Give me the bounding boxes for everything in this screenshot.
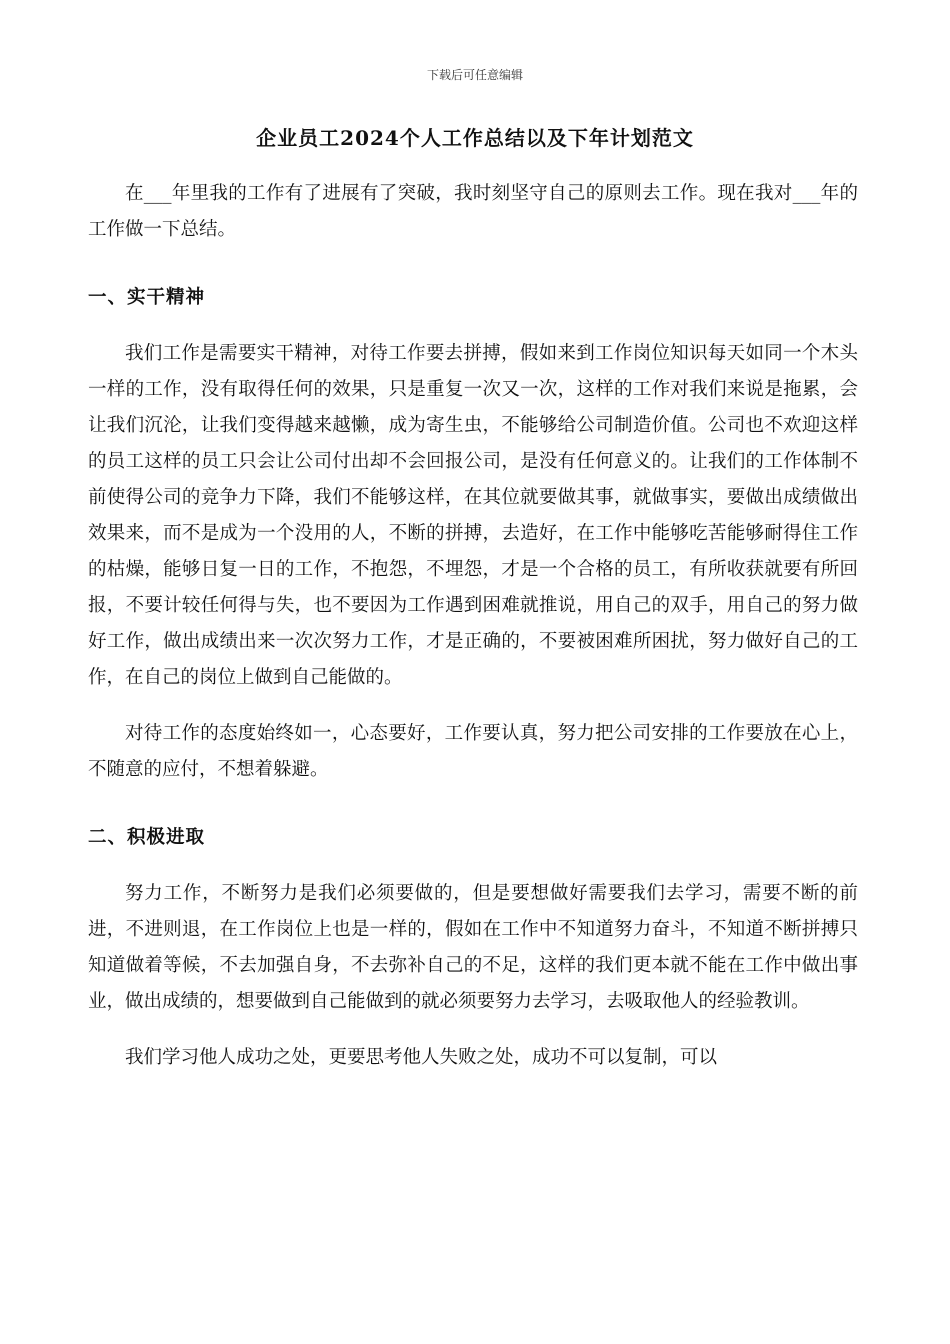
document-title: 企业员工2024个人工作总结以及下年计划范文	[256, 126, 694, 150]
section1-paragraph-1: 我们工作是需要实干精神，对待工作要去拼搏，假如来到工作岗位知识每天如同一个木头一样的工作，没有取得任何的效果，只是重复一次又一次，这样的工作对我们来说是拖累，会让我们沉沦，让我们变得越来越懒，成为寄生虫，不能够给公司制造价值。公司也不欢迎这样的员工这样的员工只会让公司付出却不会回报公司，是没有任何意义的。让我们的工作体制不前使得公司的竞争力下降，我们不能够这样，在其位就要做其事，就做事实，要做出成绩做出效果来，而不是成为一个没用的人，不断的拼搏，去造好，在工作中能够吃苦能够耐得住工作的枯燥，能够日复一日的工作，不抱怨，不埋怨，才是一个合格的员工，有所收获就要有所回报，不要计较任何得与失，也不要因为工作遇到困难就推说，用自己的双手，用自己的努力做好工作，做出成绩出来一次次努力工作，才是正确的，不要被困难所困扰，努力做好自己的工作，在自己的岗位上做到自己能做的。	[88, 343, 858, 688]
header-watermark: 下载后可任意编辑	[426, 68, 523, 82]
section2-paragraph-2: 我们学习他人成功之处，更要思考他人失败之处，成功不可以复制，可以	[125, 1047, 718, 1068]
section1-paragraph-2: 对待工作的态度始终如一，心态要好，工作要认真，努力把公司安排的工作要放在心上，不随意的应付，不想着躲避。	[88, 723, 858, 780]
section-heading-1: 一、实干精神	[88, 287, 206, 308]
intro-paragraph: 在___年里我的工作有了进展有了突破，我时刻坚守自己的原则去工作。现在我对___年的工作做一下总结。	[88, 183, 858, 240]
section-heading-2: 二、积极进取	[88, 827, 206, 848]
section2-paragraph-1: 努力工作，不断努力是我们必须要做的，但是要想做好需要我们去学习，需要不断的前进，不进则退，在工作岗位上也是一样的，假如在工作中不知道努力奋斗，不知道不断拼搏只知道做着等候，不去加强自身，不去弥补自己的不足，这样的我们更本就不能在工作中做出事业，做出成绩的，想要做到自己能做到的就必须要努力去学习，去吸取他人的经验教训。	[88, 883, 858, 1012]
document-body	[88, 176, 858, 1096]
